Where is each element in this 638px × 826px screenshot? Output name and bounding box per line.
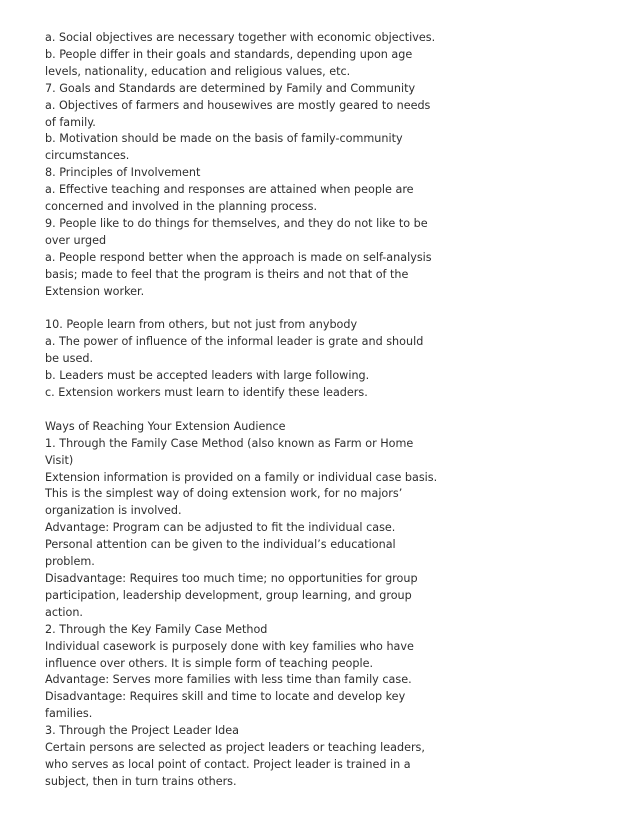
text-line: who serves as local point of contact. Project leader is trained in a	[45, 757, 411, 771]
text-line: 2. Through the Key Family Case Method	[45, 622, 268, 636]
text-line: over urged	[45, 233, 107, 247]
text-line: 9. People like to do things for themselves, and they do not like to be	[45, 216, 428, 230]
text-line: concerned and involved in the planning process.	[45, 200, 318, 214]
text-line: Extension worker.	[45, 284, 145, 298]
document-text	[45, 30, 438, 791]
text-line: 7. Goals and Standards are determined by Family and Community	[45, 81, 416, 95]
text-line: of family.	[45, 115, 96, 129]
text-line: b. Leaders must be accepted leaders with large following.	[45, 369, 370, 383]
text-line: Personal attention can be given to the individual’s educational	[45, 538, 396, 552]
text-line: a. Objectives of farmers and housewives are mostly geared to needs	[45, 98, 431, 112]
text-line: Disadvantage: Requires skill and time to locate and develop key	[45, 690, 406, 704]
text-line: problem.	[45, 555, 95, 569]
text-line: families.	[45, 707, 93, 721]
text-line: Certain persons are selected as project leaders or teaching leaders,	[45, 741, 425, 755]
text-line: Disadvantage: Requires too much time; no opportunities for group	[45, 571, 418, 585]
text-line: participation, leadership development, group learning, and group	[45, 588, 412, 602]
text-line: This is the simplest way of doing extension work, for no majors’	[45, 487, 403, 501]
paragraph-gap	[45, 402, 395, 419]
text-line: be used.	[45, 352, 94, 366]
text-line: 10. People learn from others, but not just from anybody	[45, 318, 358, 332]
text-line: Advantage: Program can be adjusted to fit the individual case.	[45, 521, 396, 535]
text-line: Advantage: Serves more families with less time than family case.	[45, 673, 412, 687]
text-line: 3. Through the Project Leader Idea	[45, 724, 239, 738]
text-line: a. Effective teaching and responses are attained when people are	[45, 183, 414, 197]
text-line: levels, nationality, education and religious values, etc.	[45, 64, 351, 78]
text-line: c. Extension workers must learn to identify these leaders.	[45, 386, 368, 400]
paragraph-gap	[45, 301, 395, 318]
text-line: influence over others. It is simple form of teaching people.	[45, 656, 374, 670]
text-line: a. The power of influence of the informal leader is grate and should	[45, 335, 424, 349]
text-line: Individual casework is purposely done with key families who have	[45, 639, 414, 653]
text-line: b. People differ in their goals and standards, depending upon age	[45, 47, 413, 61]
text-line: organization is involved.	[45, 504, 182, 518]
text-line: basis; made to feel that the program is theirs and not that of the	[45, 267, 409, 281]
text-line: subject, then in turn trains others.	[45, 774, 237, 788]
text-line: Extension information is provided on a family or individual case basis.	[45, 470, 438, 484]
text-line: action.	[45, 605, 83, 619]
document-page	[45, 30, 438, 791]
text-line: b. Motivation should be made on the basis of family-community	[45, 132, 403, 146]
text-line: a. Social objectives are necessary together with economic objectives.	[45, 31, 436, 44]
text-line: 1. Through the Family Case Method (also known as Farm or Home	[45, 436, 414, 450]
text-line: Ways of Reaching Your Extension Audience	[45, 419, 286, 433]
text-line: a. People respond better when the approach is made on self-analysis	[45, 250, 432, 264]
text-line: 8. Principles of Involvement	[45, 166, 201, 180]
text-line: Visit)	[45, 453, 74, 467]
text-line: circumstances.	[45, 149, 130, 163]
